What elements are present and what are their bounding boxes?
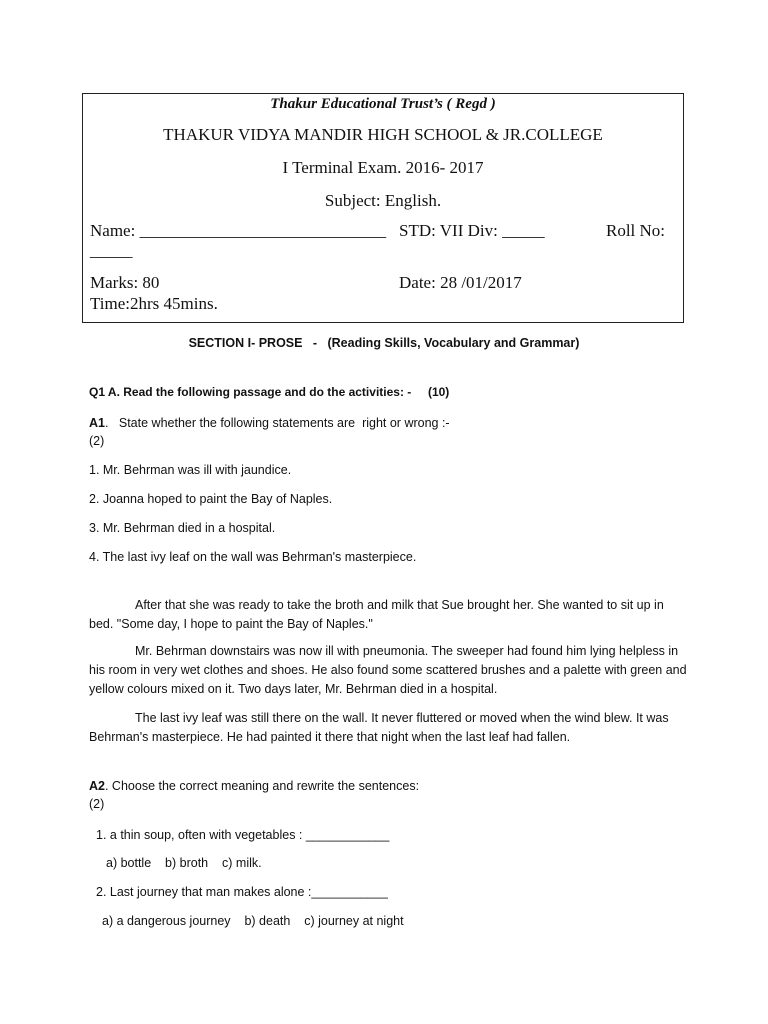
section-title: SECTION I- PROSE - (Reading Skills, Vocabulary and Grammar) (188, 336, 580, 350)
a2-text: . Choose the correct meaning and rewrite the sentences: (104, 779, 420, 793)
statement-1: 1. Mr. Behrman was ill with jaundice. (89, 463, 292, 477)
passage-text-2: Mr. Behrman downstairs was now ill with pneumonia. The sweeper had found him lying helpless in his room in very wet clothes and shoes. He also found some scattered brushes and a palette with green and yellow colours mixed on it. Two days later, Mr. Behrman died in a hospital. (89, 644, 687, 696)
passage-text-3: The last ivy leaf was still there on the wall. It never fluttered or moved when the wind blew. It was Behrman's masterpiece. He had painted it there that night when the last leaf had fallen. (89, 711, 669, 744)
q1-heading: Q1 A. Read the following passage and do the activities: - (10) (89, 385, 450, 399)
passage-paragraph-2 (89, 642, 689, 699)
statement-2: 2. Joanna hoped to paint the Bay of Naples. (89, 492, 333, 506)
trust-name: Thakur Educational Trust’s ( Regd ) (270, 96, 496, 112)
a2-prompt (89, 779, 419, 793)
marks-field: Marks: 80 (90, 273, 160, 292)
a2-options-2: a) a dangerous journey b) death c) journey at night (102, 914, 404, 928)
passage-paragraph-1 (89, 596, 689, 634)
roll-blank: _____ (90, 241, 133, 260)
a1-label: A1 (89, 416, 105, 430)
statement-3: 3. Mr. Behrman died in a hospital. (89, 521, 276, 535)
exam-header-box (82, 93, 684, 323)
a1-text: . State whether the following statements are right or wrong :- (104, 416, 450, 430)
std-field: STD: VII Div: _____ (399, 221, 545, 240)
school-name: THAKUR VIDYA MANDIR HIGH SCHOOL & JR.COLLEGE (163, 125, 603, 144)
passage-text-1: After that she was ready to take the broth and milk that Sue brought her. She wanted to sit up in bed. "Some day, I hope to paint the Bay of Naples." (89, 598, 664, 631)
date-field: Date: 28 /01/2017 (399, 273, 522, 292)
a2-question-1: 1. a thin soup, often with vegetables : ____________ (96, 828, 390, 842)
time-field: Time:2hrs 45mins. (90, 294, 218, 313)
a1-prompt (89, 416, 450, 430)
name-field: Name: _____________________________ (90, 221, 387, 240)
a1-marks: (2) (89, 434, 105, 448)
statement-4: 4. The last ivy leaf on the wall was Behrman's masterpiece. (89, 550, 417, 564)
subject-line: Subject: English. (324, 191, 442, 210)
a2-options-1: a) bottle b) broth c) milk. (106, 856, 262, 870)
a2-marks: (2) (89, 797, 105, 811)
a2-label: A2 (89, 779, 105, 793)
passage-paragraph-3 (89, 709, 689, 747)
exam-title: I Terminal Exam. 2016- 2017 (282, 158, 484, 177)
a2-question-2: 2. Last journey that man makes alone :___________ (96, 885, 388, 899)
roll-field: Roll No: (606, 221, 666, 240)
